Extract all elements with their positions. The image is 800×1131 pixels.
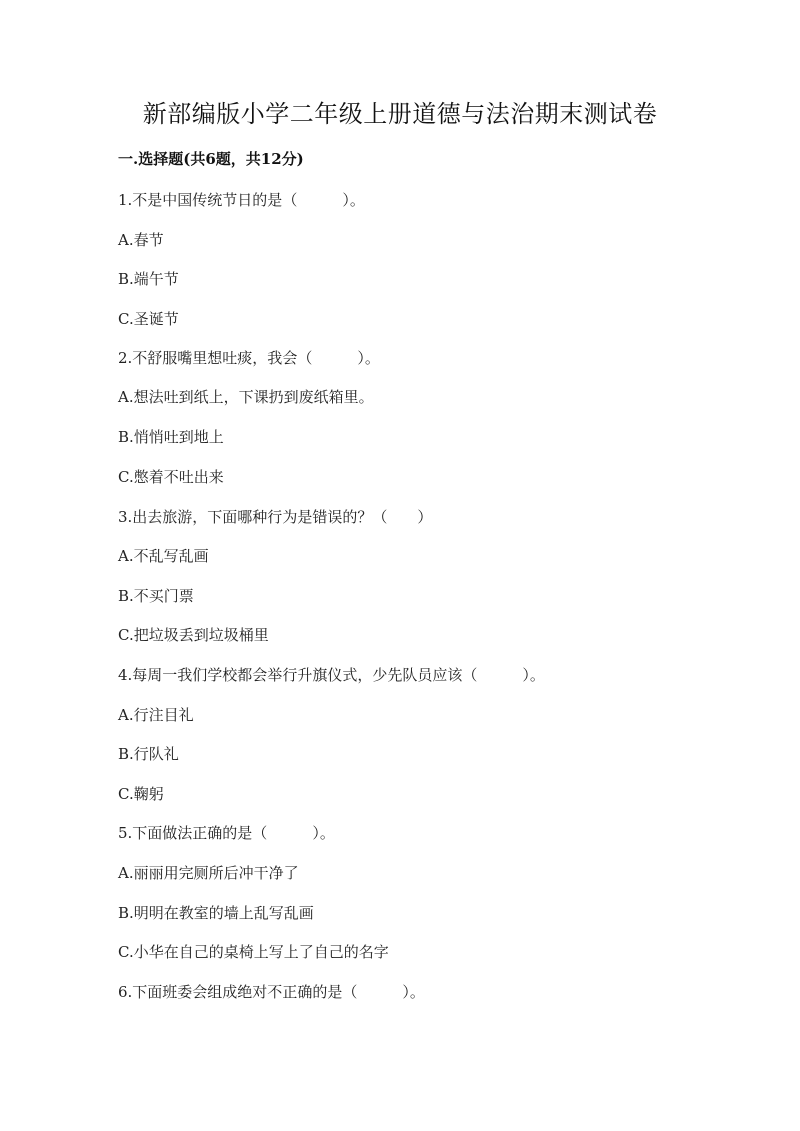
question-3-option-b: B.不买门票: [118, 587, 194, 605]
question-3-stem: 3.出去旅游，下面哪种行为是错误的？（ ）: [118, 508, 433, 526]
question-3-option-a: A.不乱写乱画: [118, 547, 209, 565]
question-4-option-a: A.行注目礼: [118, 706, 194, 724]
question-4-option-b: B.行队礼: [118, 745, 179, 763]
question-2-stem: 2.不舒服嘴里想吐痰，我会（ ）。: [118, 349, 380, 367]
question-4-option-c: C.鞠躬: [118, 785, 164, 803]
question-2-option-b: B.悄悄吐到地上: [118, 428, 224, 446]
question-6-stem: 6.下面班委会组成绝对不正确的是（ ）。: [118, 983, 425, 1001]
question-5-option-c: C.小华在自己的桌椅上写上了自己的名字: [118, 943, 389, 961]
question-1-stem: 1.不是中国传统节日的是（ ）。: [118, 191, 365, 209]
question-5-option-b: B.明明在教室的墙上乱写乱画: [118, 904, 314, 922]
question-2-option-c: C.憋着不吐出来: [118, 468, 224, 486]
question-1-option-c: C.圣诞节: [118, 310, 179, 328]
question-3-option-c: C.把垃圾丢到垃圾桶里: [118, 626, 269, 644]
section-heading: 一.选择题(共6题，共12分): [118, 150, 304, 168]
question-2-option-a: A.想法吐到纸上，下课扔到废纸箱里。: [118, 388, 374, 406]
exam-title: 新部编版小学二年级上册道德与法治期末测试卷: [142, 100, 658, 128]
question-4-stem: 4.每周一我们学校都会举行升旗仪式，少先队员应该（ ）。: [118, 666, 545, 684]
question-1-option-b: B.端午节: [118, 270, 179, 288]
question-1-option-a: A.春节: [118, 231, 164, 249]
question-5-option-a: A.丽丽用完厕所后冲干净了: [118, 864, 299, 882]
question-5-stem: 5.下面做法正确的是（ ）。: [118, 824, 335, 842]
